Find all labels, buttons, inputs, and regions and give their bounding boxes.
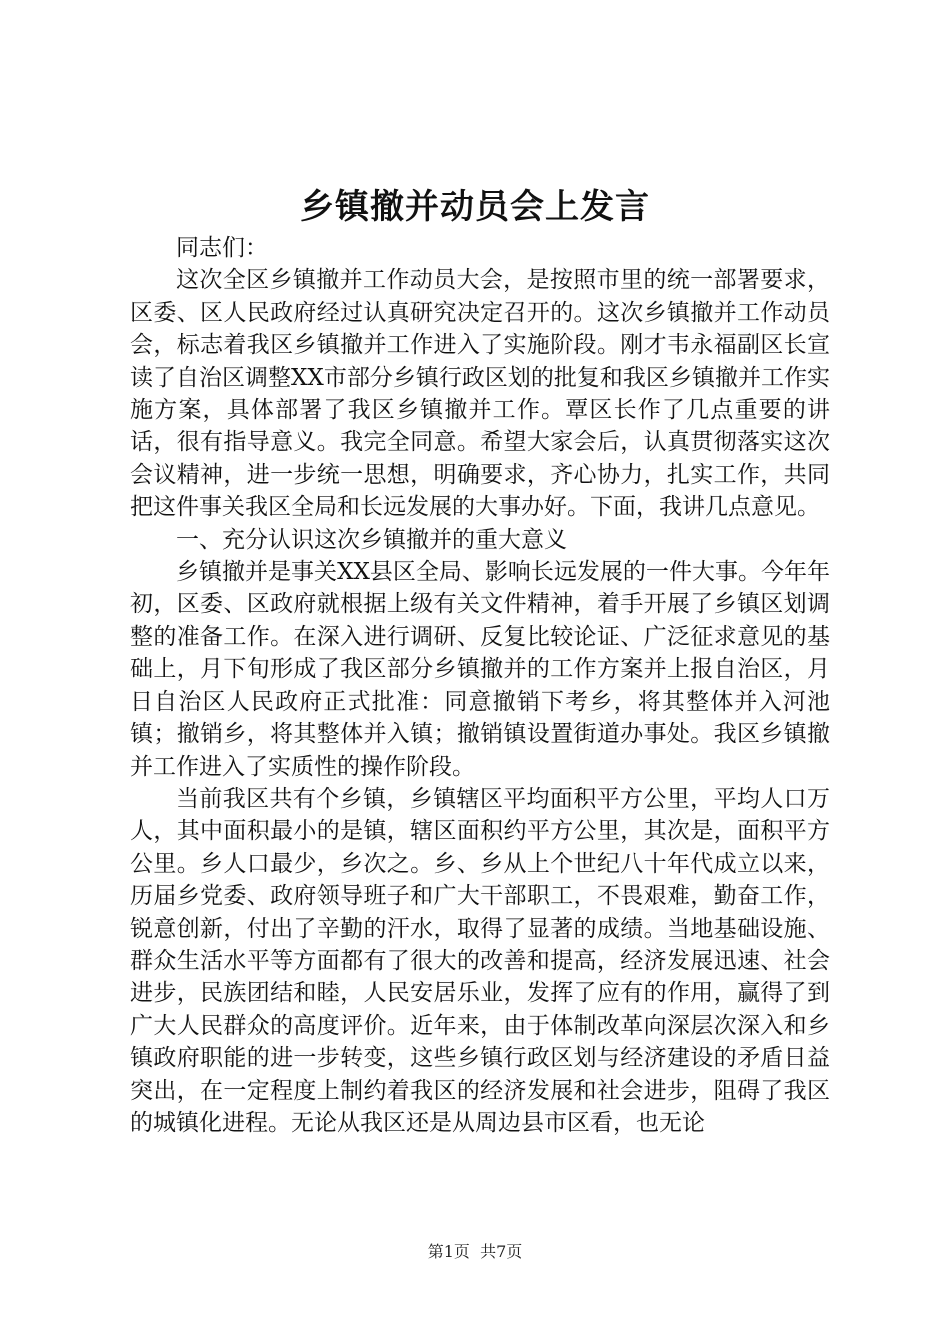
page-number: 第1页 — [427, 1242, 470, 1261]
page-footer — [0, 1240, 950, 1264]
footer-spacer — [470, 1242, 480, 1261]
paragraph: 这次全区乡镇撤并工作动员大会，是按照市里的统一部署要求，区委、区人民政府经过认真研究决定召开的。这次乡镇撤并工作动员会，标志着我区乡镇撤并工作进入了实施阶段。刚才韦永福副区长宣读了自治区调整XX市部分乡镇行政区划的批复和我区乡镇撤并工作实施方案，具体部署了我区乡镇撤并工作。覃区长作了几点重要的讲话，很有指导意义。我完全同意。希望大家会后，认真贯彻落实这次会议精神，进一步统一思想，明确要求，齐心协力，扎实工作，共同把这件事关我区全局和长远发展的大事办好。下面，我讲几点意见。 — [130, 267, 830, 521]
paragraph: 当前我区共有个乡镇，乡镇辖区平均面积平方公里，平均人口万人，其中面积最小的是镇，辖区面积约平方公里，其次是，面积平方公里。乡人口最少，乡次之。乡、乡从上个世纪八十年代成立以来，历届乡党委、政府领导班子和广大干部职工，不畏艰难，勤奋工作，锐意创新，付出了辛勤的汗水，取得了显著的成绩。当地基础设施、群众生活水平等方面都有了很大的改善和提高，经济发展迅速、社会进步，民族团结和睦，人民安居乐业，发挥了应有的作用，赢得了到广大人民群众的高度评价。近年来，由于体制改革向深层次深入和乡镇政府职能的进一步转变，这些乡镇行政区划与经济建设的矛盾日益突出，在一定程度上制约着我区的经济发展和社会进步，阻碍了我区的城镇化进程。无论从我区还是从周边县市区看，也无论 — [130, 785, 830, 1136]
document-body — [130, 232, 830, 1139]
paragraph: 乡镇撤并是事关XX县区全局、影响长远发展的一件大事。今年年初，区委、区政府就根据上级有关文件精神，着手开展了乡镇区划调整的准备工作。在深入进行调研、反复比较论证、广泛征求意见的基础上，月下旬形成了我区部分乡镇撤并的工作方案并上报自治区，月日自治区人民政府正式批准：同意撤销下考乡，将其整体并入河池镇；撤销乡，将其整体并入镇；撤销镇设置街道办事处。我区乡镇撤并工作进入了实质性的操作阶段。 — [130, 559, 830, 780]
section-heading: 一、充分认识这次乡镇撤并的重大意义 — [176, 526, 567, 553]
page-total: 共7页 — [480, 1242, 523, 1261]
document-title: 乡镇撤并动员会上发言 — [300, 187, 650, 227]
salutation: 同志们： — [176, 235, 268, 261]
